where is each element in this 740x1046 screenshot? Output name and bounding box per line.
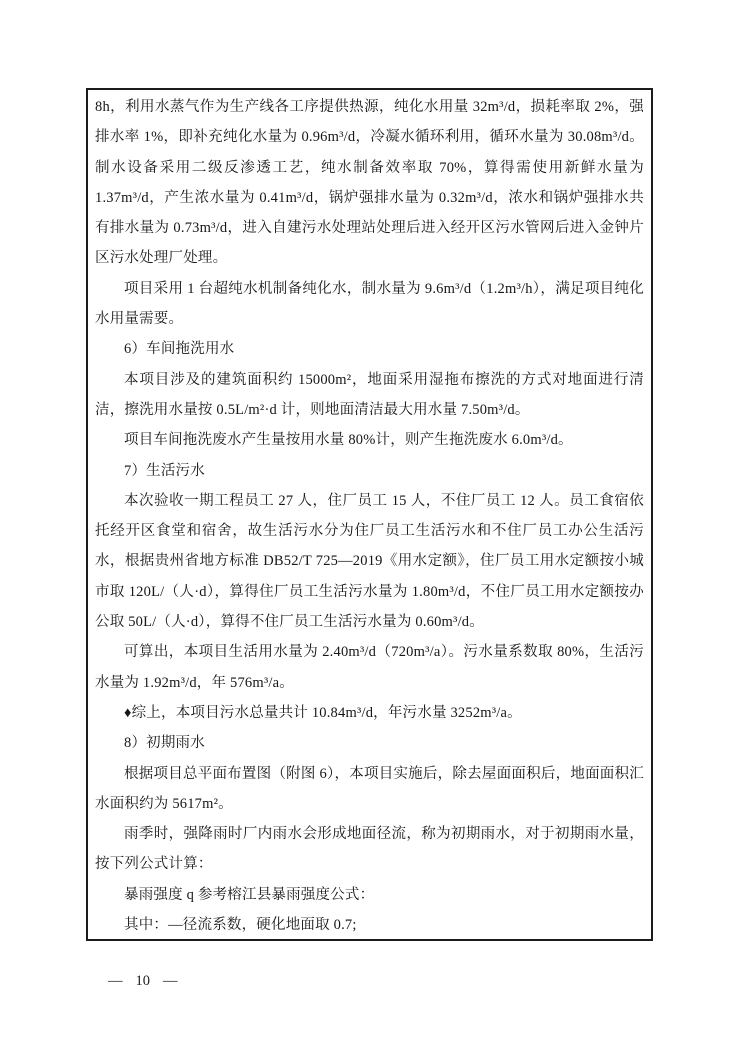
paragraph: 6）车间拖洗用水	[124, 341, 235, 358]
paragraph: 项目采用 1 台超纯水机制备纯化水，制水量为 9.6m³/d（1.2m³/h），满足项目纯化水用量需要。	[95, 280, 644, 328]
paragraph: 7）生活污水	[124, 462, 205, 479]
page-footer	[108, 973, 178, 990]
page-number: 10	[135, 973, 150, 989]
content-cell	[86, 88, 653, 941]
footer-left-dash: —	[108, 973, 123, 989]
paragraph: 8h，利用水蒸气作为生产线各工序提供热源，纯化水用量 32m³/d，损耗率取 2%，强排水率 1%，即补充纯化水量为 0.96m³/d，冷凝水循环利用，循环水量为 30.08m³/d。制水设备采用二级反渗透工艺，纯水制备效率取 70%，算得需使用新鲜水量为 1.37m³/d，产生浓水量为 0.41m³/d，锅炉强排水量为 0.32m³/d，浓水和锅炉强排水共有排水量为 0.73m³/d，进入自建污水处理站处理后进入经开区污水管网后进入金钟片区污水处理厂处理。	[95, 99, 644, 267]
paragraph: 可算出，本项目生活用水量为 2.40m³/d（720m³/a）。污水量系数取 80%，生活污水量为 1.92m³/d，年 576m³/a。	[95, 644, 644, 691]
document-body	[95, 92, 644, 940]
paragraph: 雨季时，强降雨时厂内雨水会形成地面径流，称为初期雨水，对于初期雨水量，按下列公式计算：	[95, 826, 644, 873]
paragraph: 本项目涉及的建筑面积约 15000m²，地面采用湿拖布擦洗的方式对地面进行清洁，擦洗用水量按 0.5L/m²·d 计，则地面清洁最大用水量 7.50m³/d。	[95, 371, 644, 418]
paragraph: 根据项目总平面布置图（附图 6），本项目实施后，除去屋面面积后，地面面积汇水面积约为 5617m²。	[95, 765, 644, 812]
paragraph: 8）初期雨水	[124, 735, 205, 752]
paragraph: ♦综上，本项目污水总量共计 10.84m³/d，年污水量 3252m³/a。	[124, 704, 522, 721]
paragraph: 项目车间拖洗废水产生量按用水量 80%计，则产生拖洗废水 6.0m³/d。	[124, 432, 573, 449]
paragraph: 其中：—径流系数，硬化地面取 0.7;	[124, 917, 357, 934]
paragraph: 暴雨强度 q 参考榕江县暴雨强度公式：	[124, 886, 375, 903]
footer-right-dash: —	[163, 973, 178, 989]
paragraph: 本次验收一期工程员工 27 人，住厂员工 15 人，不住厂员工 12 人。员工食宿依托经开区食堂和宿舍，故生活污水分为住厂员工生活污水和不住厂员工办公生活污水，根据贵州省地方标准 DB52/T 725—2019《用水定额》，住厂员工用水定额按小城市取 120L/（人·d），算得住厂员工生活污水量为 1.80m³/d，不住厂员工用水定额按办公取 50L/（人·d），算得不住厂员工生活污水量为 0.60m³/d。	[95, 492, 644, 631]
